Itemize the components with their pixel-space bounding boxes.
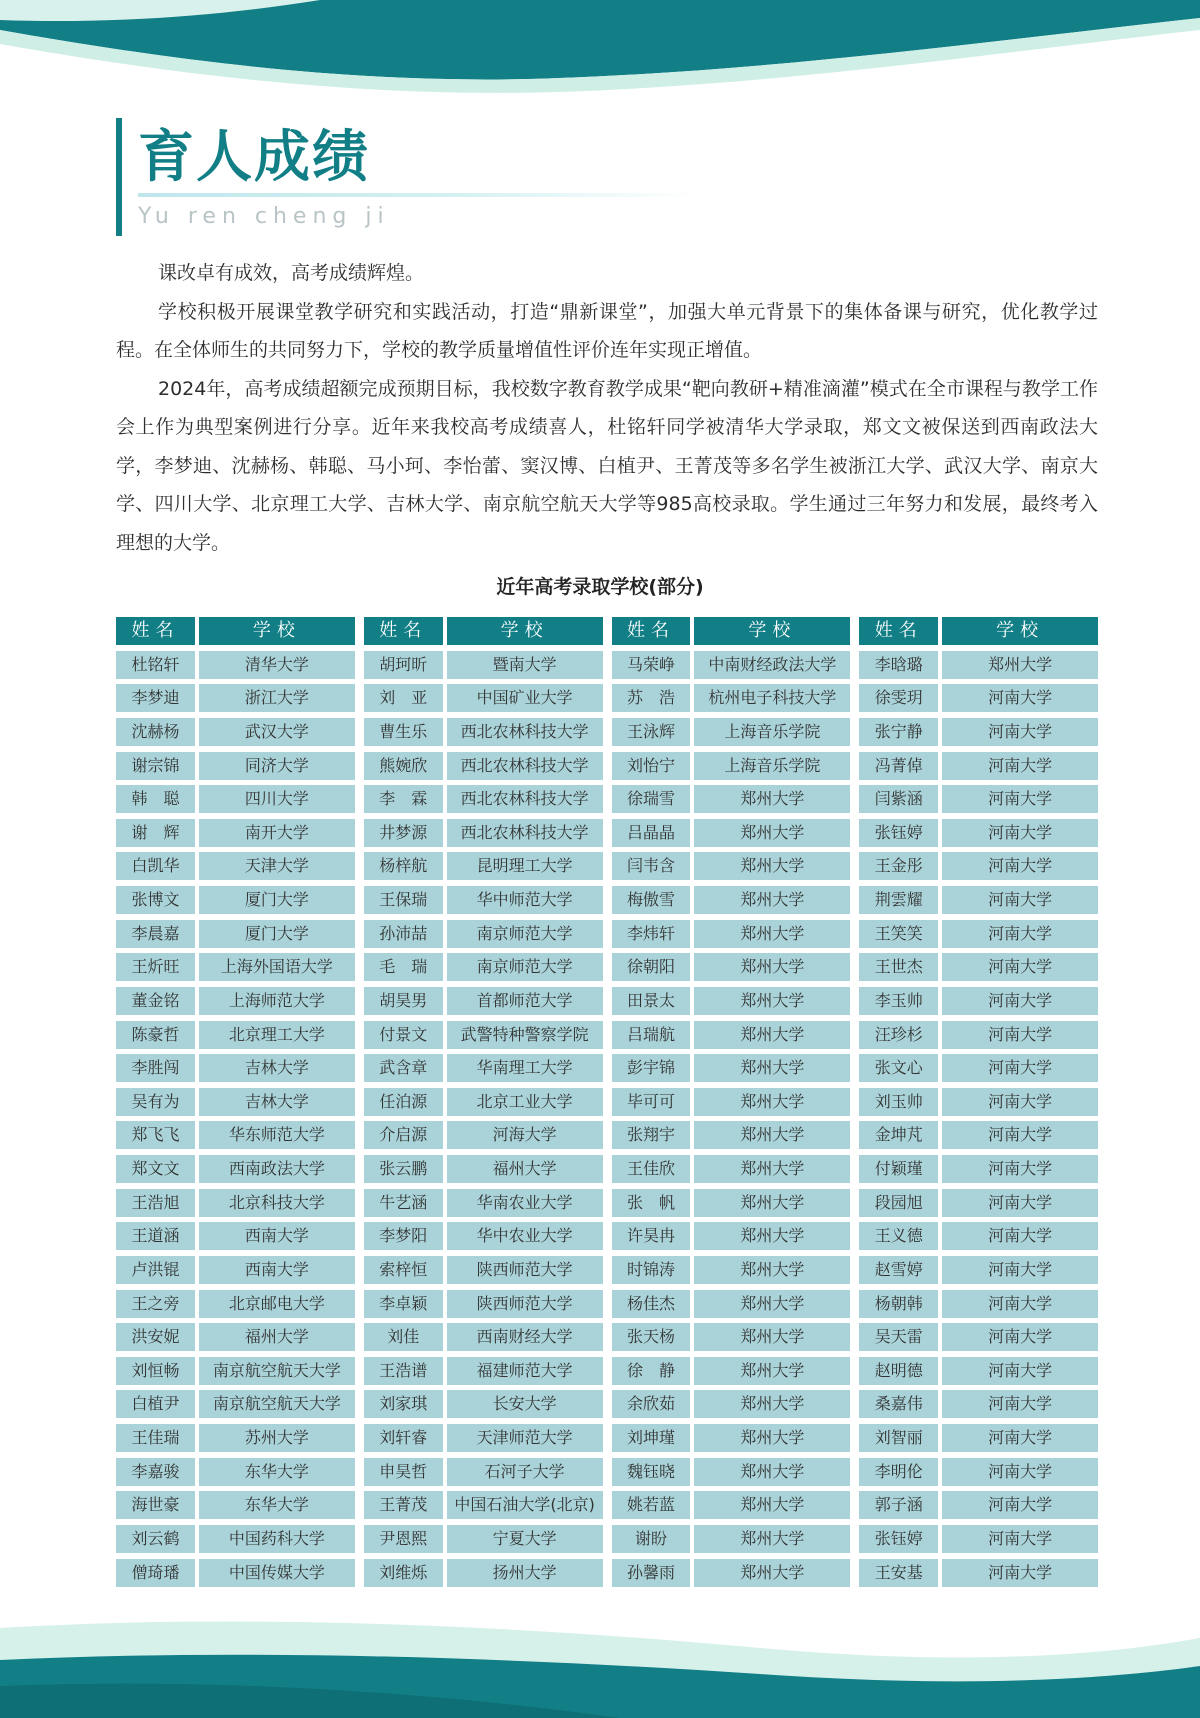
student-name-cell: 吴天雷 bbox=[859, 1323, 938, 1351]
school-cell: 河南大学 bbox=[942, 1525, 1098, 1553]
school-cell: 华南农业大学 bbox=[447, 1189, 603, 1217]
table-row bbox=[116, 1155, 1098, 1183]
student-name-cell: 李嘉骏 bbox=[116, 1458, 195, 1486]
student-name-cell: 吕晶晶 bbox=[612, 819, 691, 847]
student-name-cell: 彭宇锦 bbox=[612, 1054, 691, 1082]
school-cell: 长安大学 bbox=[447, 1390, 603, 1418]
page-subtitle: Yu ren cheng ji bbox=[138, 204, 390, 229]
student-name-cell: 牛艺涵 bbox=[364, 1189, 443, 1217]
school-cell: 陕西师范大学 bbox=[447, 1256, 603, 1284]
intro-paragraph: 学校积极开展课堂教学研究和实践活动，打造“鼎新课堂”，加强大单元背景下的集体备课与研究，优化教学过程。在全体师生的共同努力下，学校的教学质量增值性评价连年实现正增值。 bbox=[116, 300, 1098, 361]
school-cell: 河南大学 bbox=[942, 987, 1098, 1015]
school-cell: 郑州大学 bbox=[694, 1256, 850, 1284]
school-cell: 郑州大学 bbox=[694, 920, 850, 948]
student-name-cell: 孙沛喆 bbox=[364, 920, 443, 948]
school-cell: 河南大学 bbox=[942, 1155, 1098, 1183]
student-name-cell: 董金铭 bbox=[116, 987, 195, 1015]
school-cell: 河南大学 bbox=[942, 1559, 1098, 1587]
student-name-cell: 王佳欣 bbox=[612, 1155, 691, 1183]
school-cell: 郑州大学 bbox=[694, 987, 850, 1015]
student-name-cell: 郑飞飞 bbox=[116, 1121, 195, 1149]
table-header-row bbox=[116, 617, 1098, 645]
school-cell: 南开大学 bbox=[199, 819, 355, 847]
student-name-cell: 王佳瑞 bbox=[116, 1424, 195, 1452]
school-cell: 昆明理工大学 bbox=[447, 852, 603, 880]
table-row bbox=[116, 1525, 1098, 1553]
school-cell: 华中农业大学 bbox=[447, 1222, 603, 1250]
table-row bbox=[116, 684, 1098, 712]
school-cell: 中国矿业大学 bbox=[447, 684, 603, 712]
school-cell: 郑州大学 bbox=[694, 1559, 850, 1587]
student-name-cell: 吕瑞航 bbox=[612, 1021, 691, 1049]
table-row bbox=[116, 1323, 1098, 1351]
school-cell: 中国石油大学(北京) bbox=[447, 1491, 603, 1519]
school-cell: 福建师范大学 bbox=[447, 1357, 603, 1385]
student-name-cell: 许昊冉 bbox=[612, 1222, 691, 1250]
student-name-cell: 井梦源 bbox=[364, 819, 443, 847]
table-row bbox=[116, 651, 1098, 679]
student-name-cell: 张云鹏 bbox=[364, 1155, 443, 1183]
student-name-cell: 刘坤瑾 bbox=[612, 1424, 691, 1452]
student-name-cell: 郑文文 bbox=[116, 1155, 195, 1183]
school-cell: 北京理工大学 bbox=[199, 1021, 355, 1049]
student-name-cell: 徐 静 bbox=[612, 1357, 691, 1385]
student-name-cell: 刘轩睿 bbox=[364, 1424, 443, 1452]
school-cell: 福州大学 bbox=[199, 1323, 355, 1351]
student-name-cell: 李玉帅 bbox=[859, 987, 938, 1015]
student-name-cell: 僧琦璠 bbox=[116, 1559, 195, 1587]
intro-text bbox=[116, 254, 1098, 562]
student-name-cell: 李卓颖 bbox=[364, 1290, 443, 1318]
school-cell: 郑州大学 bbox=[694, 1323, 850, 1351]
school-cell: 福州大学 bbox=[447, 1155, 603, 1183]
student-name-cell: 王炘旺 bbox=[116, 953, 195, 981]
student-name-cell: 李梦迪 bbox=[116, 684, 195, 712]
school-cell: 郑州大学 bbox=[694, 1222, 850, 1250]
student-name-cell: 杜铭轩 bbox=[116, 651, 195, 679]
student-name-cell: 王安基 bbox=[859, 1559, 938, 1587]
table-row bbox=[116, 953, 1098, 981]
student-name-cell: 索梓恒 bbox=[364, 1256, 443, 1284]
school-cell: 西南政法大学 bbox=[199, 1155, 355, 1183]
student-name-cell: 李胜闯 bbox=[116, 1054, 195, 1082]
table-row bbox=[116, 1054, 1098, 1082]
table-row bbox=[116, 1189, 1098, 1217]
school-cell: 上海师范大学 bbox=[199, 987, 355, 1015]
school-cell: 郑州大学 bbox=[694, 1088, 850, 1116]
student-name-cell: 王菁茂 bbox=[364, 1491, 443, 1519]
student-name-cell: 马荣峥 bbox=[612, 651, 691, 679]
school-cell: 东华大学 bbox=[199, 1458, 355, 1486]
student-name-cell: 沈赫杨 bbox=[116, 718, 195, 746]
school-cell: 南京航空航天大学 bbox=[199, 1357, 355, 1385]
student-name-cell: 谢盼 bbox=[612, 1525, 691, 1553]
school-cell: 扬州大学 bbox=[447, 1559, 603, 1587]
school-cell: 郑州大学 bbox=[694, 1525, 850, 1553]
school-cell: 宁夏大学 bbox=[447, 1525, 603, 1553]
school-cell: 西南财经大学 bbox=[447, 1323, 603, 1351]
school-cell: 郑州大学 bbox=[694, 1290, 850, 1318]
school-cell: 西北农林科技大学 bbox=[447, 785, 603, 813]
student-name-cell: 刘 亚 bbox=[364, 684, 443, 712]
school-cell: 石河子大学 bbox=[447, 1458, 603, 1486]
school-cell: 华南理工大学 bbox=[447, 1054, 603, 1082]
school-cell: 天津师范大学 bbox=[447, 1424, 603, 1452]
school-cell: 河南大学 bbox=[942, 1054, 1098, 1082]
header-name: 姓名 bbox=[364, 617, 443, 645]
school-cell: 河南大学 bbox=[942, 1290, 1098, 1318]
table-row bbox=[116, 1021, 1098, 1049]
student-name-cell: 曹生乐 bbox=[364, 718, 443, 746]
student-name-cell: 段园旭 bbox=[859, 1189, 938, 1217]
table-row bbox=[116, 987, 1098, 1015]
table-row bbox=[116, 920, 1098, 948]
school-cell: 郑州大学 bbox=[694, 1491, 850, 1519]
student-name-cell: 王浩旭 bbox=[116, 1189, 195, 1217]
table-row bbox=[116, 886, 1098, 914]
school-cell: 中国药科大学 bbox=[199, 1525, 355, 1553]
student-name-cell: 王浩谱 bbox=[364, 1357, 443, 1385]
school-cell: 上海外国语大学 bbox=[199, 953, 355, 981]
student-name-cell: 申昊哲 bbox=[364, 1458, 443, 1486]
school-cell: 河南大学 bbox=[942, 953, 1098, 981]
school-cell: 西南大学 bbox=[199, 1256, 355, 1284]
student-name-cell: 李晗璐 bbox=[859, 651, 938, 679]
student-name-cell: 张博文 bbox=[116, 886, 195, 914]
school-cell: 武汉大学 bbox=[199, 718, 355, 746]
student-name-cell: 徐瑞雪 bbox=[612, 785, 691, 813]
student-name-cell: 吴有为 bbox=[116, 1088, 195, 1116]
school-cell: 陕西师范大学 bbox=[447, 1290, 603, 1318]
student-name-cell: 毛 瑞 bbox=[364, 953, 443, 981]
student-name-cell: 介启源 bbox=[364, 1121, 443, 1149]
intro-paragraph: 2024年，高考成绩超额完成预期目标，我校数字教育教学成果“靶向教研+精准滴灌”模式在全市课程与教学工作会上作为典型案例进行分享。近年来我校高考成绩喜人，杜铭轩同学被清华大学录取，郑文文被保送到西南政法大学，李梦迪、沈赫杨、韩聪、马小珂、李怡蕾、窦汉博、白植尹、王菁茂等多名学生被浙江大学、武汉大学、南京大学、四川大学、北京理工大学、吉林大学、南京航空航天大学等985高校录取。学生通过三年努力和发展，最终考入理想的大学。 bbox=[116, 377, 1098, 554]
student-name-cell: 刘玉帅 bbox=[859, 1088, 938, 1116]
student-name-cell: 付颖瑾 bbox=[859, 1155, 938, 1183]
student-name-cell: 赵明德 bbox=[859, 1357, 938, 1385]
student-name-cell: 刘智丽 bbox=[859, 1424, 938, 1452]
student-name-cell: 王之旁 bbox=[116, 1290, 195, 1318]
page-title: 育人成绩 bbox=[138, 124, 370, 190]
school-cell: 西北农林科技大学 bbox=[447, 718, 603, 746]
school-cell: 同济大学 bbox=[199, 752, 355, 780]
table-row bbox=[116, 1559, 1098, 1587]
student-name-cell: 洪安妮 bbox=[116, 1323, 195, 1351]
school-cell: 西北农林科技大学 bbox=[447, 752, 603, 780]
student-name-cell: 荆雲耀 bbox=[859, 886, 938, 914]
student-name-cell: 刘家琪 bbox=[364, 1390, 443, 1418]
school-cell: 郑州大学 bbox=[694, 1458, 850, 1486]
table-row bbox=[116, 1357, 1098, 1385]
student-name-cell: 李梦阳 bbox=[364, 1222, 443, 1250]
school-cell: 河南大学 bbox=[942, 1256, 1098, 1284]
school-cell: 北京工业大学 bbox=[447, 1088, 603, 1116]
student-name-cell: 王笑笑 bbox=[859, 920, 938, 948]
school-cell: 北京科技大学 bbox=[199, 1189, 355, 1217]
student-name-cell: 杨梓航 bbox=[364, 852, 443, 880]
student-name-cell: 付景文 bbox=[364, 1021, 443, 1049]
school-cell: 郑州大学 bbox=[694, 852, 850, 880]
school-cell: 郑州大学 bbox=[694, 1155, 850, 1183]
school-cell: 北京邮电大学 bbox=[199, 1290, 355, 1318]
school-cell: 河南大学 bbox=[942, 785, 1098, 813]
student-name-cell: 王泳辉 bbox=[612, 718, 691, 746]
school-cell: 河南大学 bbox=[942, 886, 1098, 914]
school-cell: 郑州大学 bbox=[694, 1189, 850, 1217]
header-name: 姓名 bbox=[116, 617, 195, 645]
header-school: 学校 bbox=[942, 617, 1098, 645]
student-name-cell: 陈豪哲 bbox=[116, 1021, 195, 1049]
student-name-cell: 尹恩熙 bbox=[364, 1525, 443, 1553]
student-name-cell: 刘维烁 bbox=[364, 1559, 443, 1587]
student-name-cell: 苏 浩 bbox=[612, 684, 691, 712]
school-cell: 郑州大学 bbox=[694, 953, 850, 981]
student-name-cell: 胡昊男 bbox=[364, 987, 443, 1015]
school-cell: 河南大学 bbox=[942, 852, 1098, 880]
school-cell: 郑州大学 bbox=[694, 1121, 850, 1149]
student-name-cell: 余欣茹 bbox=[612, 1390, 691, 1418]
school-cell: 河南大学 bbox=[942, 684, 1098, 712]
school-cell: 武警特种警察学院 bbox=[447, 1021, 603, 1049]
student-name-cell: 张翔宇 bbox=[612, 1121, 691, 1149]
table-row bbox=[116, 1222, 1098, 1250]
school-cell: 西北农林科技大学 bbox=[447, 819, 603, 847]
student-name-cell: 杨朝韩 bbox=[859, 1290, 938, 1318]
section-title-block bbox=[116, 118, 716, 236]
table-row bbox=[116, 1290, 1098, 1318]
school-cell: 河南大学 bbox=[942, 1222, 1098, 1250]
school-cell: 苏州大学 bbox=[199, 1424, 355, 1452]
school-cell: 河海大学 bbox=[447, 1121, 603, 1149]
student-name-cell: 王金彤 bbox=[859, 852, 938, 880]
student-name-cell: 杨佳杰 bbox=[612, 1290, 691, 1318]
student-name-cell: 李晨嘉 bbox=[116, 920, 195, 948]
student-name-cell: 李 霖 bbox=[364, 785, 443, 813]
school-cell: 吉林大学 bbox=[199, 1088, 355, 1116]
student-name-cell: 刘云鹤 bbox=[116, 1525, 195, 1553]
school-cell: 郑州大学 bbox=[694, 886, 850, 914]
student-name-cell: 刘怡宁 bbox=[612, 752, 691, 780]
student-name-cell: 赵雪婷 bbox=[859, 1256, 938, 1284]
school-cell: 杭州电子科技大学 bbox=[694, 684, 850, 712]
table-body bbox=[116, 651, 1098, 1587]
school-cell: 郑州大学 bbox=[694, 1054, 850, 1082]
student-name-cell: 张天杨 bbox=[612, 1323, 691, 1351]
table-row bbox=[116, 1088, 1098, 1116]
table-row bbox=[116, 819, 1098, 847]
student-name-cell: 谢宗锦 bbox=[116, 752, 195, 780]
school-cell: 浙江大学 bbox=[199, 684, 355, 712]
student-name-cell: 冯菁倬 bbox=[859, 752, 938, 780]
table-row bbox=[116, 1390, 1098, 1418]
student-name-cell: 魏钰晓 bbox=[612, 1458, 691, 1486]
school-cell: 华东师范大学 bbox=[199, 1121, 355, 1149]
school-cell: 河南大学 bbox=[942, 920, 1098, 948]
table-row bbox=[116, 1458, 1098, 1486]
student-name-cell: 张钰婷 bbox=[859, 1525, 938, 1553]
student-name-cell: 徐朝阳 bbox=[612, 953, 691, 981]
school-cell: 河南大学 bbox=[942, 1424, 1098, 1452]
school-cell: 中国传媒大学 bbox=[199, 1559, 355, 1587]
header-school: 学校 bbox=[447, 617, 603, 645]
title-accent-bar bbox=[116, 118, 122, 236]
student-name-cell: 张钰婷 bbox=[859, 819, 938, 847]
school-cell: 河南大学 bbox=[942, 752, 1098, 780]
table-row bbox=[116, 785, 1098, 813]
school-cell: 东华大学 bbox=[199, 1491, 355, 1519]
student-name-cell: 张 帆 bbox=[612, 1189, 691, 1217]
student-name-cell: 胡珂昕 bbox=[364, 651, 443, 679]
student-name-cell: 张文心 bbox=[859, 1054, 938, 1082]
school-cell: 西南大学 bbox=[199, 1222, 355, 1250]
table-row bbox=[116, 1256, 1098, 1284]
school-cell: 河南大学 bbox=[942, 1121, 1098, 1149]
student-name-cell: 张宁静 bbox=[859, 718, 938, 746]
student-name-cell: 闫韦含 bbox=[612, 852, 691, 880]
student-name-cell: 武含章 bbox=[364, 1054, 443, 1082]
table-row bbox=[116, 852, 1098, 880]
school-cell: 四川大学 bbox=[199, 785, 355, 813]
school-cell: 首都师范大学 bbox=[447, 987, 603, 1015]
student-name-cell: 闫紫涵 bbox=[859, 785, 938, 813]
student-name-cell: 王世杰 bbox=[859, 953, 938, 981]
student-name-cell: 任泊源 bbox=[364, 1088, 443, 1116]
table-row bbox=[116, 752, 1098, 780]
header-school: 学校 bbox=[694, 617, 850, 645]
school-cell: 河南大学 bbox=[942, 1491, 1098, 1519]
title-underline bbox=[138, 193, 698, 197]
school-cell: 上海音乐学院 bbox=[694, 752, 850, 780]
student-name-cell: 海世豪 bbox=[116, 1491, 195, 1519]
student-name-cell: 毕可可 bbox=[612, 1088, 691, 1116]
school-cell: 中南财经政法大学 bbox=[694, 651, 850, 679]
top-wave-decoration bbox=[0, 0, 1200, 95]
student-name-cell: 谢 辉 bbox=[116, 819, 195, 847]
school-cell: 上海音乐学院 bbox=[694, 718, 850, 746]
header-name: 姓名 bbox=[612, 617, 691, 645]
student-name-cell: 王道涵 bbox=[116, 1222, 195, 1250]
school-cell: 郑州大学 bbox=[942, 651, 1098, 679]
school-cell: 天津大学 bbox=[199, 852, 355, 880]
school-cell: 南京师范大学 bbox=[447, 953, 603, 981]
student-name-cell: 熊婉欣 bbox=[364, 752, 443, 780]
student-name-cell: 刘恒畅 bbox=[116, 1357, 195, 1385]
school-cell: 郑州大学 bbox=[694, 1390, 850, 1418]
school-cell: 南京航空航天大学 bbox=[199, 1390, 355, 1418]
student-name-cell: 刘佳 bbox=[364, 1323, 443, 1351]
student-name-cell: 金坤芃 bbox=[859, 1121, 938, 1149]
admissions-table bbox=[116, 617, 1098, 1592]
school-cell: 河南大学 bbox=[942, 1390, 1098, 1418]
student-name-cell: 田景太 bbox=[612, 987, 691, 1015]
table-row bbox=[116, 718, 1098, 746]
school-cell: 河南大学 bbox=[942, 1357, 1098, 1385]
school-cell: 河南大学 bbox=[942, 819, 1098, 847]
student-name-cell: 卢洪锟 bbox=[116, 1256, 195, 1284]
school-cell: 郑州大学 bbox=[694, 819, 850, 847]
student-name-cell: 郭子涵 bbox=[859, 1491, 938, 1519]
student-name-cell: 孙馨雨 bbox=[612, 1559, 691, 1587]
bottom-wave-decoration bbox=[0, 1608, 1200, 1718]
school-cell: 吉林大学 bbox=[199, 1054, 355, 1082]
school-cell: 河南大学 bbox=[942, 1458, 1098, 1486]
student-name-cell: 王保瑞 bbox=[364, 886, 443, 914]
header-school: 学校 bbox=[199, 617, 355, 645]
school-cell: 河南大学 bbox=[942, 1323, 1098, 1351]
table-title: 近年高考录取学校(部分) bbox=[496, 576, 704, 598]
student-name-cell: 梅傲雪 bbox=[612, 886, 691, 914]
school-cell: 暨南大学 bbox=[447, 651, 603, 679]
student-name-cell: 桑嘉伟 bbox=[859, 1390, 938, 1418]
table-row bbox=[116, 1491, 1098, 1519]
school-cell: 郑州大学 bbox=[694, 785, 850, 813]
school-cell: 郑州大学 bbox=[694, 1357, 850, 1385]
school-cell: 河南大学 bbox=[942, 1088, 1098, 1116]
student-name-cell: 时锦涛 bbox=[612, 1256, 691, 1284]
school-cell: 郑州大学 bbox=[694, 1424, 850, 1452]
school-cell: 郑州大学 bbox=[694, 1021, 850, 1049]
school-cell: 河南大学 bbox=[942, 718, 1098, 746]
table-row bbox=[116, 1121, 1098, 1149]
school-cell: 南京师范大学 bbox=[447, 920, 603, 948]
student-name-cell: 韩 聪 bbox=[116, 785, 195, 813]
header-name: 姓名 bbox=[859, 617, 938, 645]
school-cell: 华中师范大学 bbox=[447, 886, 603, 914]
student-name-cell: 徐雯玥 bbox=[859, 684, 938, 712]
school-cell: 河南大学 bbox=[942, 1021, 1098, 1049]
student-name-cell: 姚若蓝 bbox=[612, 1491, 691, 1519]
intro-paragraph: 课改卓有成效，高考成绩辉煌。 bbox=[158, 262, 425, 284]
school-cell: 河南大学 bbox=[942, 1189, 1098, 1217]
student-name-cell: 白凯华 bbox=[116, 852, 195, 880]
student-name-cell: 李明伦 bbox=[859, 1458, 938, 1486]
student-name-cell: 白植尹 bbox=[116, 1390, 195, 1418]
student-name-cell: 李炜轩 bbox=[612, 920, 691, 948]
student-name-cell: 汪珍杉 bbox=[859, 1021, 938, 1049]
school-cell: 厦门大学 bbox=[199, 886, 355, 914]
school-cell: 厦门大学 bbox=[199, 920, 355, 948]
table-row bbox=[116, 1424, 1098, 1452]
school-cell: 清华大学 bbox=[199, 651, 355, 679]
student-name-cell: 王义德 bbox=[859, 1222, 938, 1250]
